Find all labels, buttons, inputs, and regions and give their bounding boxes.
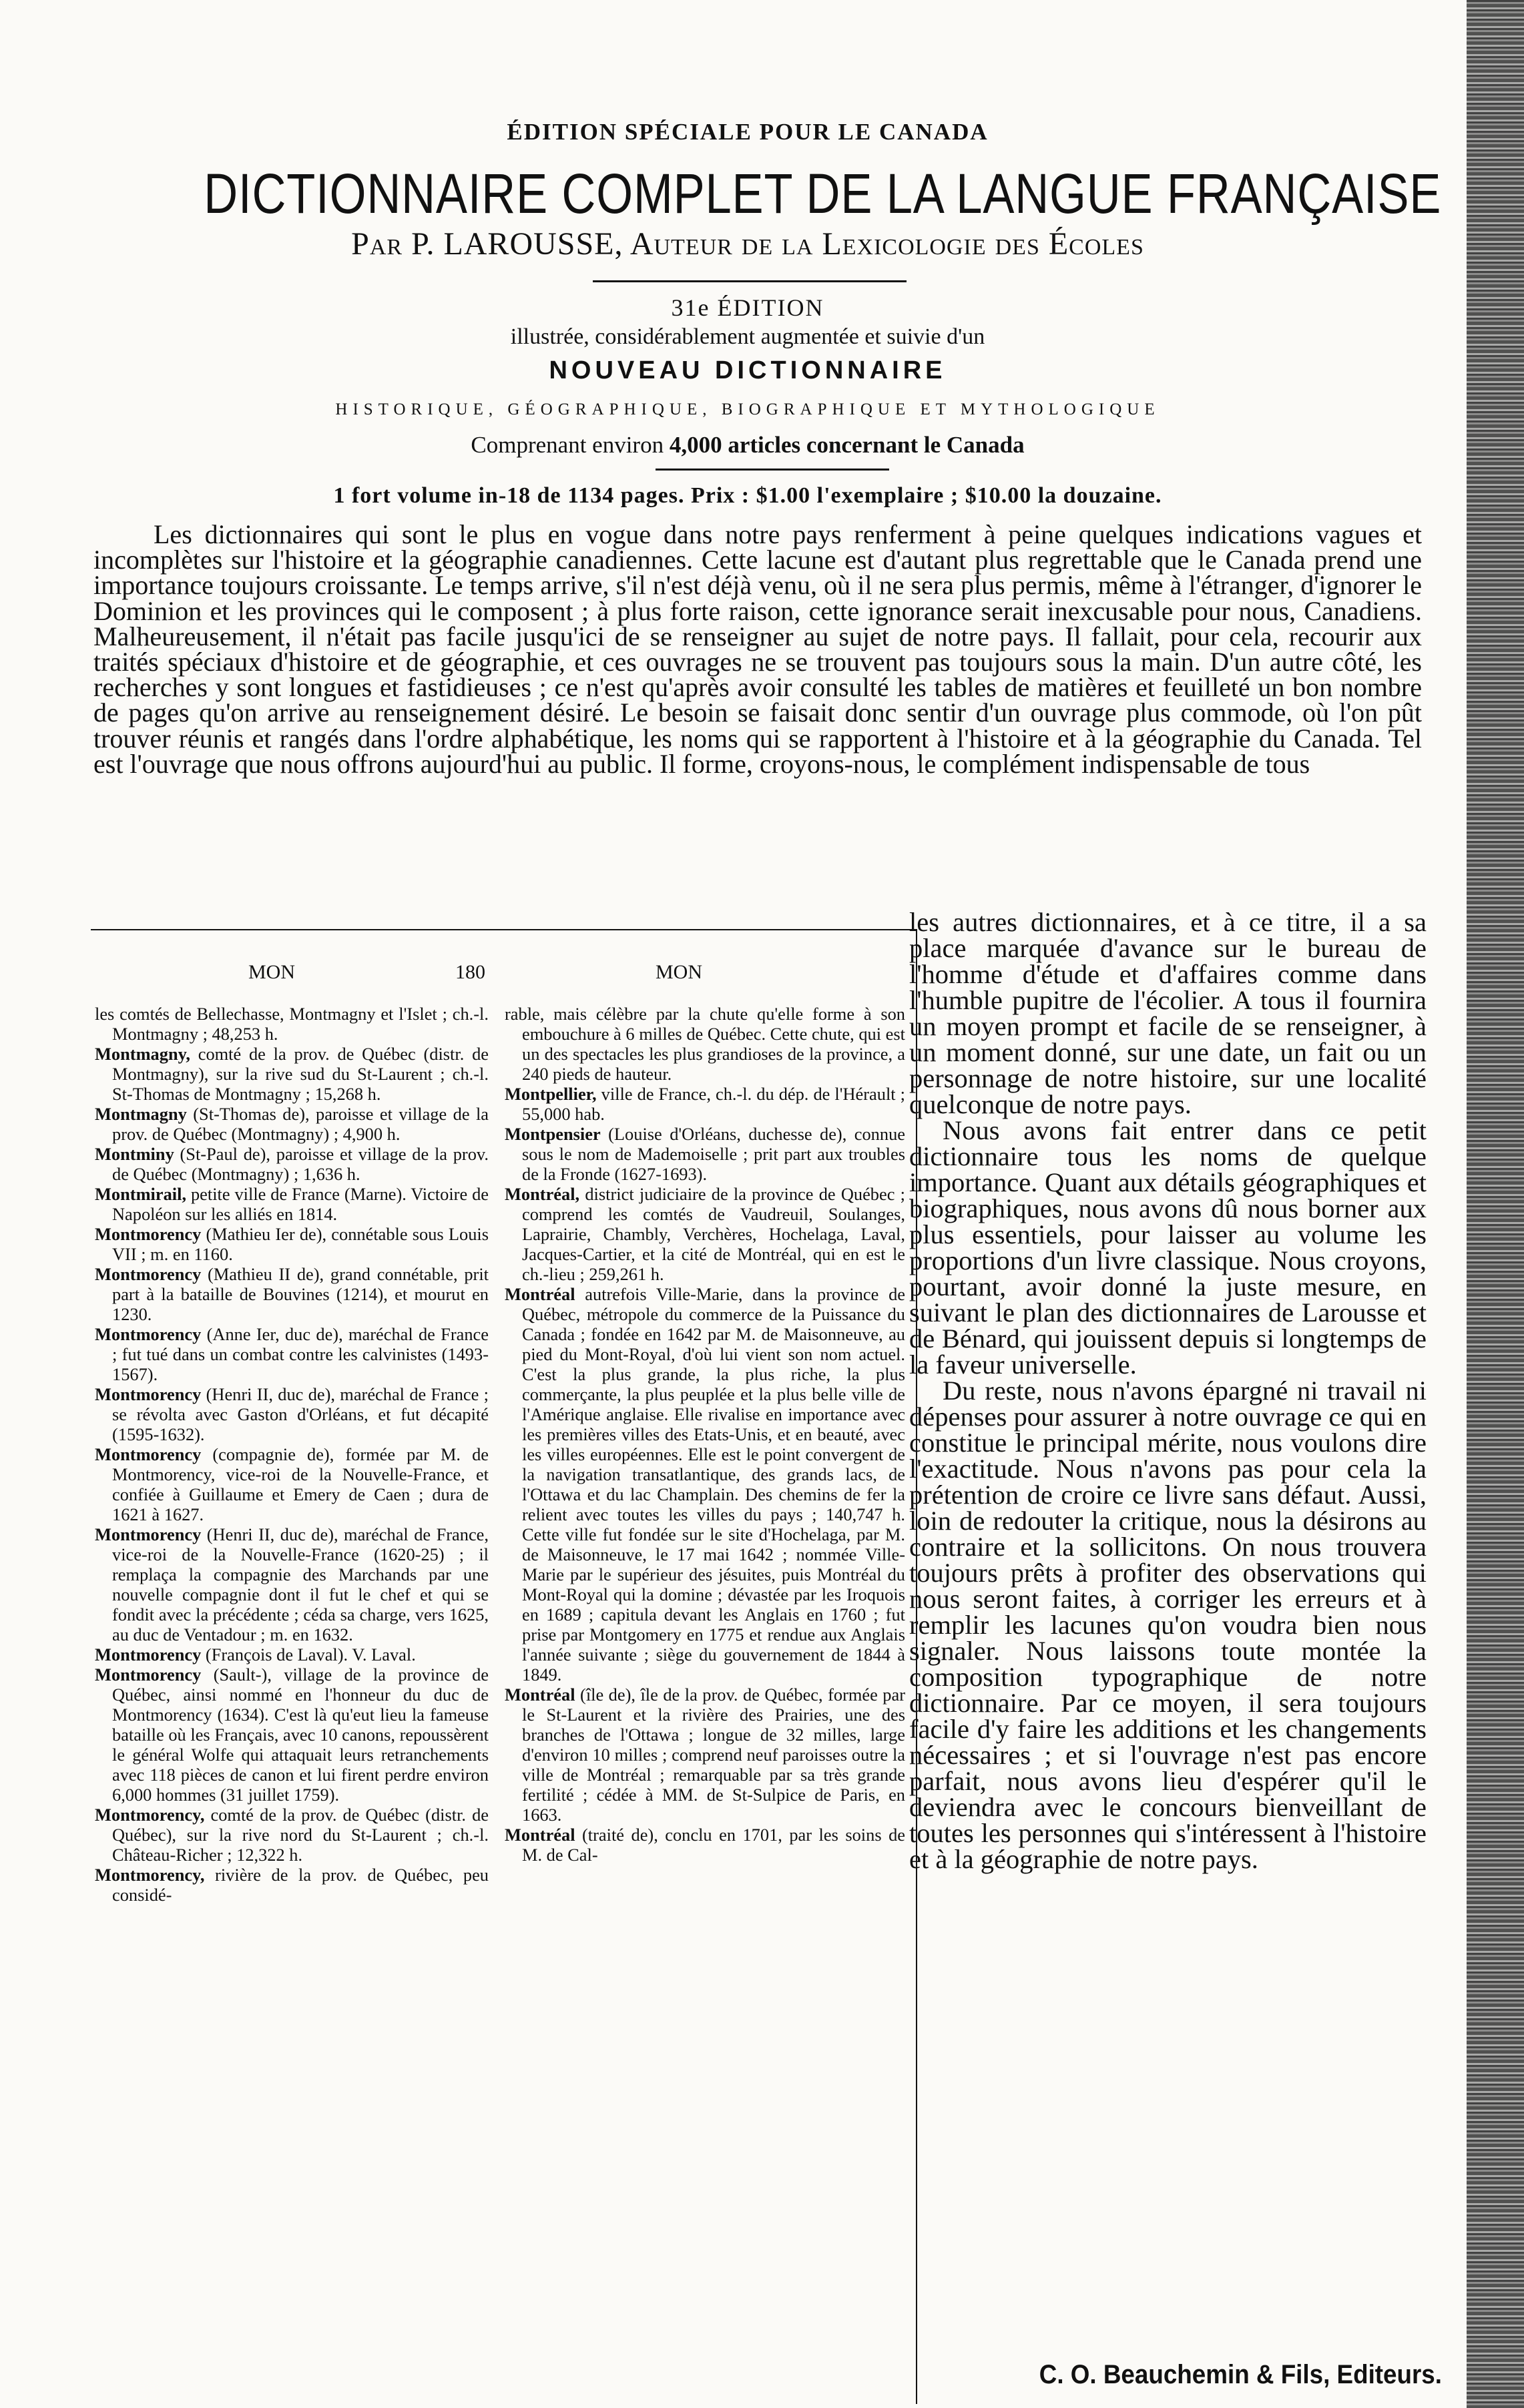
entry-definition: comté de la prov. de Québec (distr. de Québec), sur la rive nord du St-Laurent ; ch.-l. Château-Richer ; 12,322 h. — [112, 1805, 489, 1865]
entry-headword: Montpensier — [505, 1124, 601, 1144]
dictionary-entry — [505, 1284, 905, 1685]
entry-headword: Montmorency — [95, 1224, 202, 1244]
dictionary-entry — [505, 1825, 905, 1865]
entry-headword: Montmorency, — [95, 1865, 205, 1885]
entry-headword: Montréal, — [505, 1184, 580, 1204]
entry-headword: Montmirail, — [95, 1184, 187, 1204]
dictionary-entry — [505, 1685, 905, 1825]
entry-headword: Montmorency — [95, 1665, 202, 1685]
entry-definition: (Louise d'Orléans, duchesse de), connue sous le nom de Mademoiselle ; prit part aux troubles de la Fronde (1627-1693). — [522, 1124, 905, 1184]
page-number: 180 — [455, 961, 485, 983]
entry-definition: les comtés de Bellechasse, Montmagny et l'Islet ; ch.-l. Montmagny ; 48,253 h. — [95, 1004, 489, 1044]
nouveau-dictionnaire-heading: NOUVEAU DICTIONNAIRE — [549, 356, 947, 384]
dictionary-entry — [95, 1524, 489, 1644]
edition-description: illustrée, considérablement augmentée et suivie d'un — [510, 324, 985, 349]
dictionary-entry — [95, 1004, 489, 1044]
entry-definition: (traité de), conclu en 1701, par les soins de M. de Cal- — [522, 1825, 905, 1865]
entry-headword: Montmorency — [95, 1524, 202, 1544]
entry-definition: petite ville de France (Marne). Victoire de Napoléon sur les alliés en 1814. — [112, 1184, 489, 1224]
sample-page-excerpt — [91, 929, 917, 2404]
running-head-right: MON — [656, 961, 703, 983]
entry-definition: (Mathieu Ier de), connétable sous Louis VII ; m. en 1160. — [112, 1224, 489, 1264]
intro-text — [93, 519, 1422, 779]
entry-definition: (François de Laval). V. Laval. — [205, 1644, 416, 1665]
entry-definition: (St-Thomas de), paroisse et village de la prov. de Québec (Montmagny) ; 4,900 h. — [112, 1104, 489, 1144]
articles-line — [100, 432, 1395, 459]
preface-paragraph: Du reste, nous n'avons épargné ni travail ni dépenses pour assurer à notre ouvrage ce qui en constitue le principal mérite, nous voulons dire l'exactitude. Nous n'avons pas pour cela la prétention de croire ce livre sans défaut. Aussi, loin de redouter la critique, nous la désirons au contraire et la sollicitons. On nous trouvera toujours prêts à profiter des observations qui nous seront faites, à corriger les erreurs et à remplir les lacunes qu'on voudra bien nous signaler. Nous laissons toute montée la composition typographique de notre dictionnaire. Par ce moyen, il sera toujours facile d'y faire les additions et les changements nécessaires ; et si l'ouvrage n'est pas encore parfait, nous avons lieu d'espérer qu'il le deviendra avec le concours bienveillant de toutes les personnes qui s'intéressent à l'histoire et à la géographie de notre pays. — [909, 1376, 1427, 1874]
dictionary-entry — [505, 1124, 905, 1184]
publisher-signature: C. O. Beauchemin & Fils, Editeurs. — [1039, 2360, 1442, 2389]
entry-headword: Montréal — [505, 1284, 575, 1304]
entry-headword: Montmorency, — [95, 1805, 205, 1825]
entry-definition: (île de), île de la prov. de Québec, formée par le St-Laurent et la rivière des Prairies, une des branches de l'Ottawa ; longue de 32 milles, large d'environ 10 milles ; comprend neuf paroisses outre la ville de Montréal ; remarquable par sa très grande fertilité ; cédée à MM. de St-Sulpice de Paris, en 1663. — [522, 1685, 905, 1825]
running-head-left: MON — [248, 961, 296, 983]
price-line: 1 fort volume in-18 de 1134 pages. Prix : $1.00 l'exemplaire ; $10.00 la douzaine. — [333, 483, 1162, 508]
dictionary-entry — [95, 1665, 489, 1805]
preface-paragraph: Nous avons fait entrer dans ce petit dictionnaire tous les noms de quelque importance. Quant aux détails géographiques et biographiques, nous avons dû nous borner aux plus essentiels, pour laisser au volume les proportions d'un livre classique. Nous croyons, pourtant, avoir donné la juste mesure, en suivant le plan des dictionnaires de Larousse et de Bénard, qui jouissent depuis si longtemps de la faveur universelle. — [909, 1115, 1427, 1380]
entry-headword: Montréal — [505, 1825, 575, 1845]
entry-definition: comté de la prov. de Québec (distr. de Montmagny), sur la rive sud du St-Laurent ; ch.-l. St-Thomas de Montmagny ; 15,268 h. — [112, 1044, 489, 1104]
scanned-page-edge — [1467, 0, 1524, 2408]
entry-definition: (St-Paul de), paroisse et village de la prov. de Québec (Montmagny) ; 1,636 h. — [112, 1144, 489, 1184]
entry-definition: (Henri II, duc de), maréchal de France ; se révolta avec Gaston d'Orléans, et fut décapité (1595-1632). — [112, 1384, 489, 1444]
articles-count: 4,000 articles concernant le Canada — [669, 432, 1025, 458]
entry-headword: Montmagny — [95, 1104, 187, 1124]
entry-definition: (compagnie de), formée par M. de Montmorency, vice-roi de la Nouvelle-France, et confiée à Guillaume et Emery de Caen ; dura de 1621 à 1627. — [112, 1444, 489, 1524]
excerpt-running-header — [91, 961, 916, 1001]
entry-headword: Montpellier, — [505, 1084, 597, 1104]
dictionary-entry — [95, 1444, 489, 1524]
preface-paragraph: les autres dictionnaires, et à ce titre, il a sa place marquée d'avance sur le bureau de l'homme d'étude et d'affaires comme dans l'humble pupitre de l'écolier. A tous il fournira un moyen prompt et facile de se renseigner, à un moment donné, sur une date, un fait ou un personnage de notre histoire, sur une localité quelconque de notre pays. — [909, 907, 1427, 1119]
intro-paragraph: Les dictionnaires qui sont le plus en vogue dans notre pays renferment à peine quelques indications vagues et incomplètes sur l'histoire et la géographie canadiennes. Cette lacune est d'autant plus regrettable que le Canada prend une importance toujours croissante. Le temps arrive, s'il n'est déjà venu, où il ne sera plus permis, même à l'étranger, d'ignorer le Dominion et les provinces qui le composent ; à plus forte raison, cette ignorance serait inexcusable pour nous, Canadiens. Malheureusement, il n'était pas facile jusqu'ici de se renseigner au sujet de notre pays. Il fallait, pour cela, recourir aux traités spéciaux d'histoire et de géographie, et ces ouvrages ne se trouvent pas toujours sous la main. D'un autre côté, les recherches y sont longues et fastidieuses ; ce n'est qu'après avoir consulté les tables de matières et feuilleté un bon nombre de pages qu'on arrive au renseignement désiré. Le besoin se faisait donc sentir d'un ouvrage plus commode, où l'on pût trouver réunis et rangés dans l'ordre alphabétique, les noms qui se rapportent à l'histoire et à la géographie du Canada. Tel est l'ouvrage que nous offrons aujourd'hui au public. Il forme, croyons-nous, le complément indispensable de tous — [93, 519, 1422, 779]
entry-headword: Montmagny, — [95, 1044, 190, 1064]
entry-headword: Montréal — [505, 1685, 575, 1705]
dictionary-entry — [505, 1184, 905, 1284]
dictionary-entry — [95, 1104, 489, 1144]
dictionary-entry — [95, 1144, 489, 1184]
dictionary-entry — [95, 1805, 489, 1865]
dictionary-entry — [95, 1184, 489, 1224]
dictionary-column-right — [505, 1004, 905, 2392]
dictionary-column-left — [95, 1004, 489, 2392]
edition-banner: ÉDITION SPÉCIALE POUR LE CANADA — [507, 119, 989, 145]
entry-headword: Montmorency — [95, 1264, 202, 1284]
entry-definition: (Mathieu II de), grand connétable, prit part à la bataille de Bouvines (1214), et mourut en 1230. — [112, 1264, 489, 1324]
entry-definition: (Henri II, duc de), maréchal de France, vice-roi de la Nouvelle-France (1620-25) ; il remplaça la compagnie des Marchands par une nouvelle compagnie dont il fut le chef et qui se fondit avec la précédente ; céda sa charge, vers 1625, au duc de Ventadour ; m. en 1632. — [112, 1524, 489, 1644]
edition-number: 31e ÉDITION — [671, 294, 824, 321]
entry-definition: (Anne Ier, duc de), maréchal de France ; fut tué dans un combat contre les calvinistes (1493-1567). — [112, 1324, 489, 1384]
entry-definition: ville de France, ch.-l. du dép. de l'Hérault ; 55,000 hab. — [522, 1084, 905, 1124]
articles-prefix: Comprenant environ — [471, 432, 664, 458]
dictionary-entry — [95, 1644, 489, 1665]
entry-headword: Montmorency — [95, 1324, 202, 1344]
entry-definition: (Sault-), village de la province de Québec, ainsi nommé en l'honneur du duc de Montmorency (1634). C'est là qu'eut lieu la fameuse bataille où les Français, avec 10 canons, repoussèrent le général Wolfe qui attaquait leurs retranchements avec 118 pièces de canon et lui firent perdre environ 6,000 hommes (31 juillet 1759). — [112, 1665, 489, 1805]
dictionary-entry — [95, 1865, 489, 1905]
entry-definition: rable, mais célèbre par la chute qu'elle forme à son embouchure à 6 milles de Québec. Cette chute, qui est un des spectacles les plus grandioses de la province, a 240 pieds de hauteur. — [505, 1004, 905, 1084]
dictionary-entry — [95, 1384, 489, 1444]
dictionary-entry — [505, 1004, 905, 1084]
dictionary-entry — [95, 1044, 489, 1104]
subject-list: HISTORIQUE, GÉOGRAPHIQUE, BIOGRAPHIQUE ET MYTHOLOGIQUE — [335, 400, 1160, 418]
dictionary-entry — [95, 1264, 489, 1324]
dictionary-entry — [95, 1324, 489, 1384]
entry-headword: Montmorency — [95, 1384, 202, 1404]
entry-headword: Montmorency — [95, 1444, 202, 1464]
entry-definition: rivière de la prov. de Québec, peu considé- — [112, 1865, 489, 1905]
dictionary-title: DICTIONNAIRE COMPLET DE LA LANGUE FRANÇAISE — [204, 162, 1442, 225]
divider — [593, 280, 907, 282]
entry-headword: Montmorency — [95, 1644, 202, 1665]
entry-definition: district judiciaire de la province de Québec ; comprend les comtés de Vaudreuil, Soulanges, Laprairie, Chambly, Verchères, Hochelaga, Laval, Jacques-Cartier, et la cité de Montréal, qui en est le ch.-lieu ; 259,261 h. — [522, 1184, 905, 1284]
preface-continuation — [909, 909, 1427, 1872]
entry-headword: Montminy — [95, 1144, 174, 1164]
divider — [656, 469, 889, 471]
entry-definition: autrefois Ville-Marie, dans la province de Québec, métropole du commerce de la Puissance du Canada ; fondée en 1642 par M. de Maisonneuve, au pied du Mont-Royal, d'où lui vient son nom actuel. C'est la plus grande, la plus riche, la plus commerçante, la plus peuplée et la plus belle ville de l'Amérique anglaise. Elle rivalise en importance avec les premières villes des Etats-Unis, et en beauté, avec les villes européennes. Elle est le point convergent de la navigation transatlantique, des grands lacs, de l'Ottawa et du lac Champlain. Des chemins de fer la relient avec toutes les villes du pays ; 140,747 h. Cette ville fut fondée sur le site d'Hochelaga, par M. de Maisonneuve, le 17 mai 1642 ; nommée Ville-Marie par le supérieur des jésuites, puis Montréal du Mont-Royal qui la domine ; dévastée par les Iroquois en 1689 ; capitula devant les Anglais en 1760 ; fut prise par Montgomery en 1775 et rendue aux Anglais l'année suivante ; siège du gouvernement de 1844 à 1849. — [522, 1284, 905, 1685]
dictionary-entry — [505, 1084, 905, 1124]
dictionary-entry — [95, 1224, 489, 1264]
author-line: Par P. LAROUSSE, Auteur de la Lexicologie des Écoles — [351, 226, 1144, 262]
